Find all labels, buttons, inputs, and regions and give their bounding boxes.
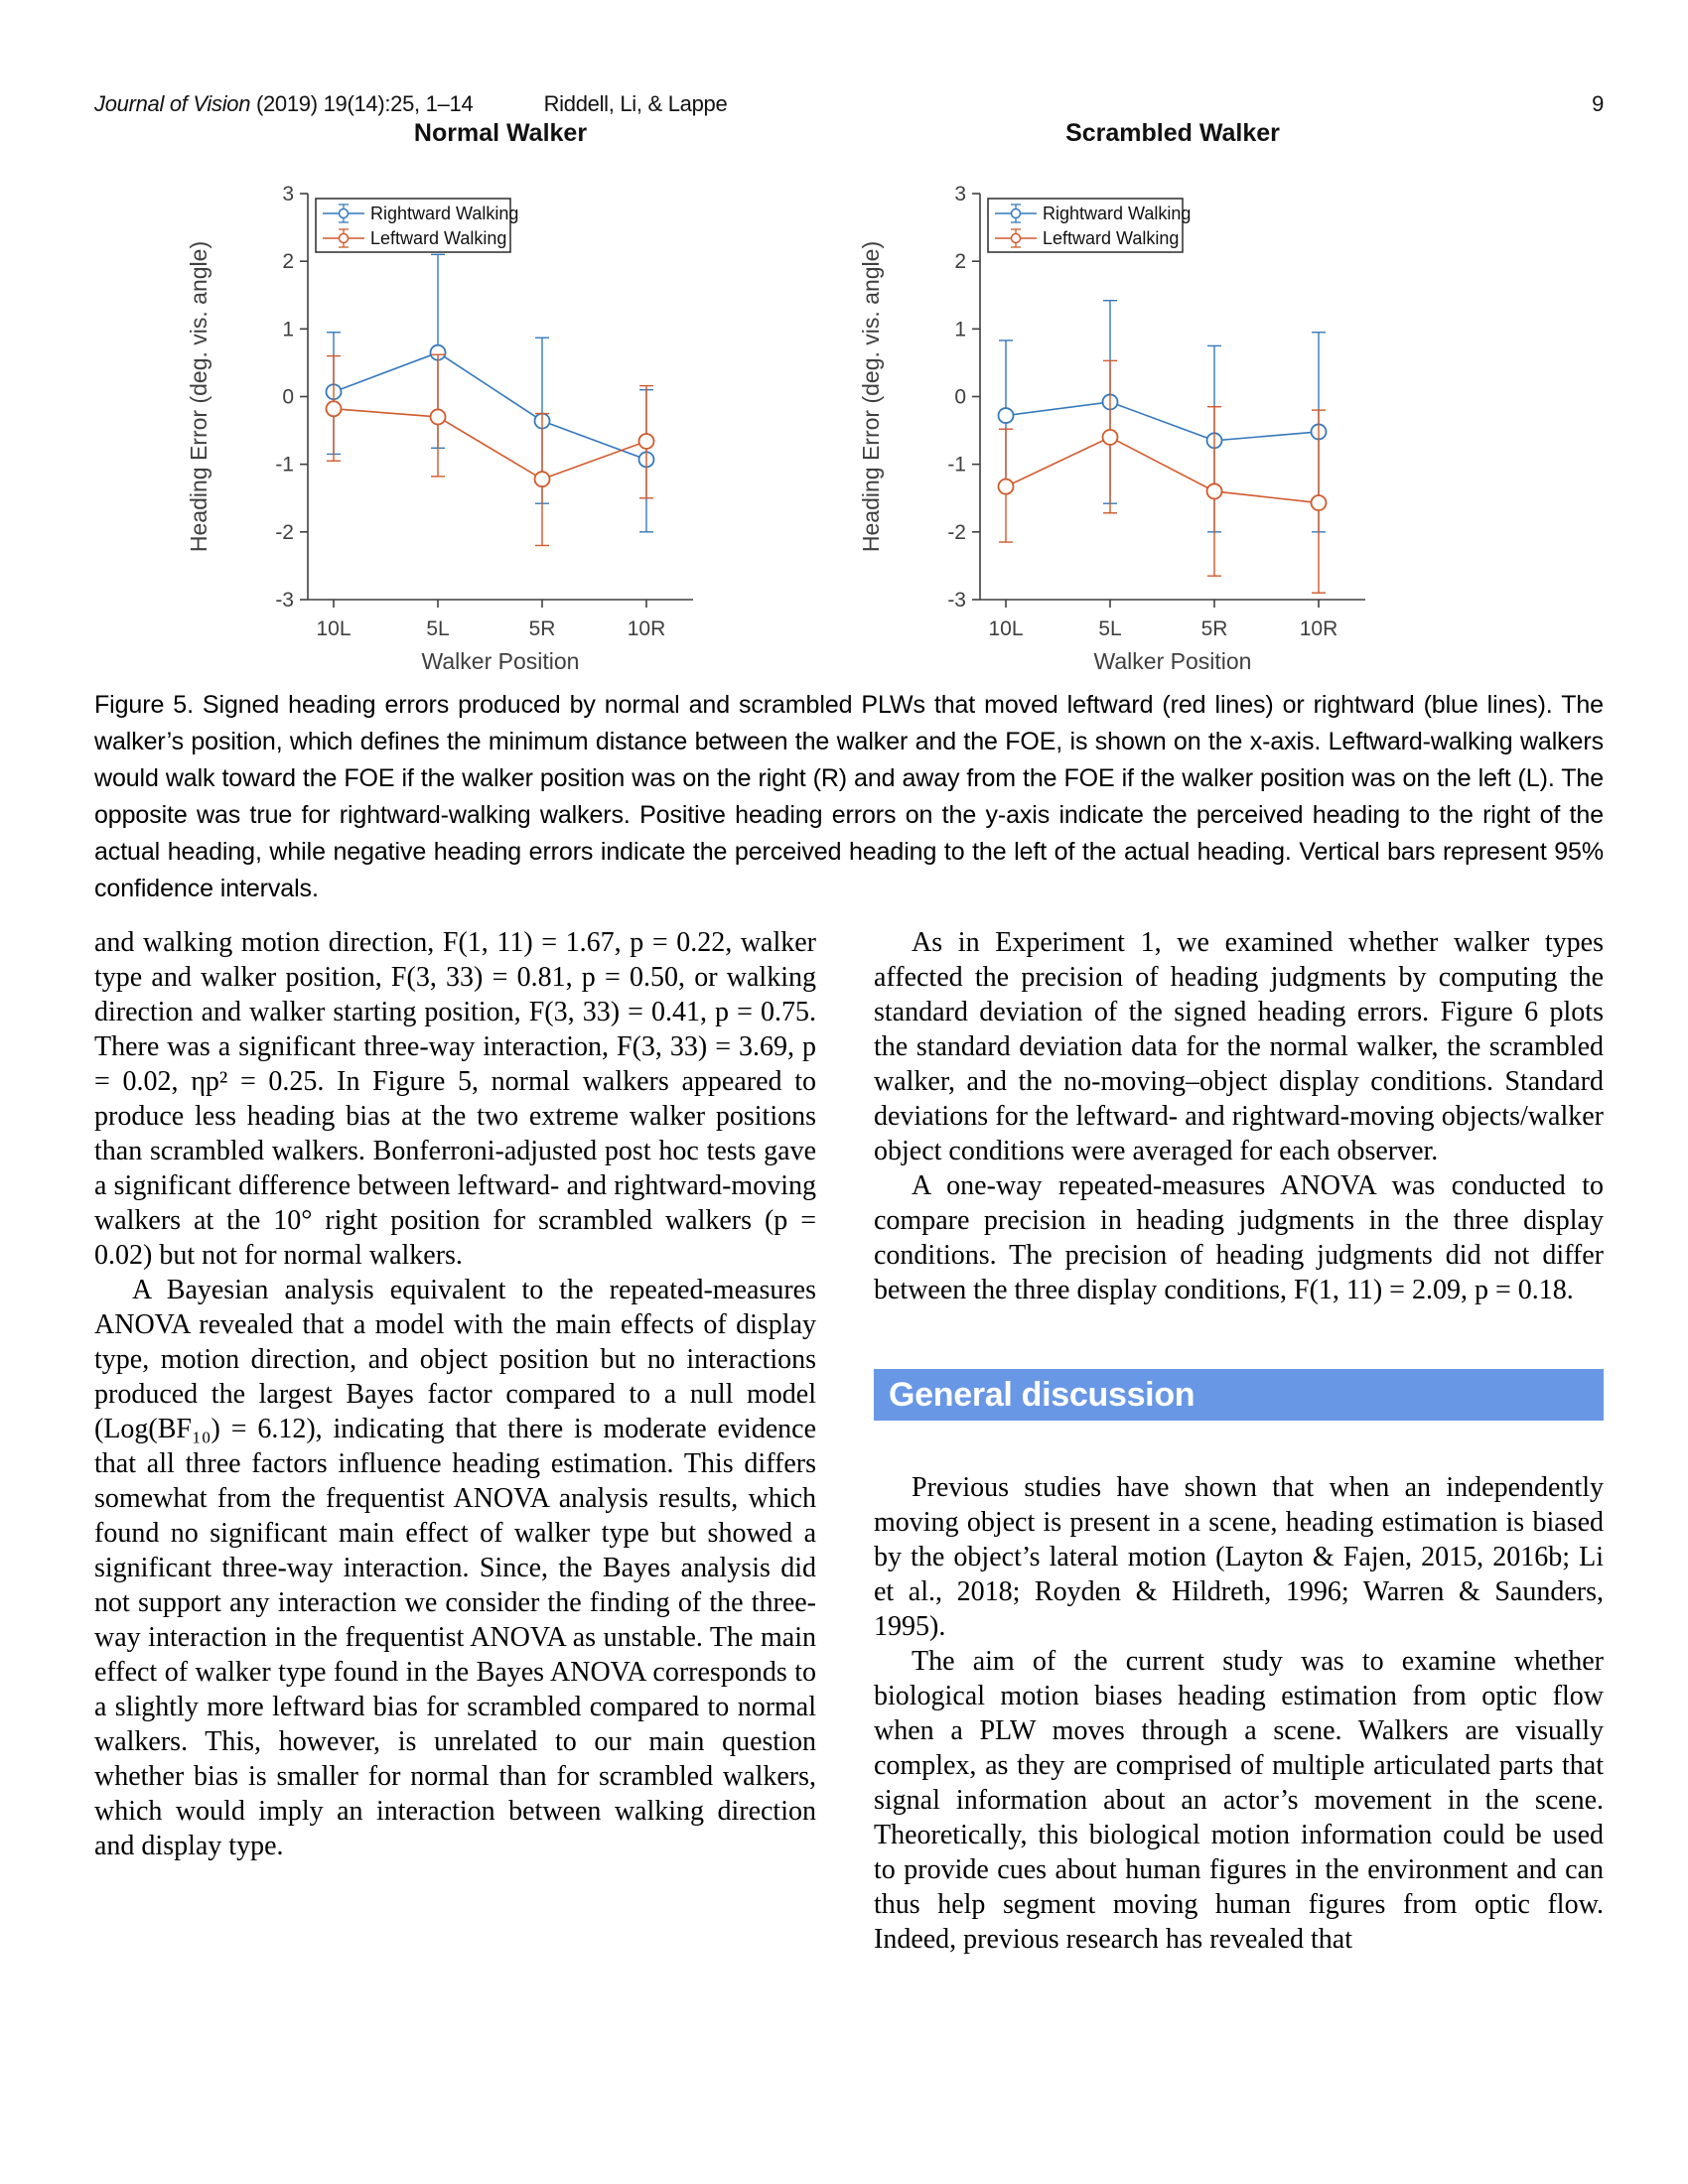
paragraph: and walking motion direction, F(1, 11) = 1.67, p = 0.22, walker type and walker position, F(3, 33) = 0.81, p = 0.50, or walking direction and walker starting position, F(3, 33) = 0.41, p = 0.75. There was a significant three-way interaction, F(3, 33) = 3.69, p = 0.02, ηp² = 0.25. In Figure 5, normal walkers appeared to produce less heading bias at the two extreme walker positions than scrambled walkers. Bonferroni-adjusted post hoc tests gave a significant difference between leftward- and rightward-moving walkers at the 10° right position for scrambled walkers (p = 0.02) but not for normal walkers. [94, 927, 816, 1271]
svg-text:5L: 5L [1098, 617, 1122, 640]
series-rightward-walking [999, 301, 1327, 532]
chart-svg [839, 111, 1475, 687]
chart-legend [988, 199, 1191, 252]
page-number: 9 [1592, 91, 1604, 116]
svg-text:1: 1 [282, 318, 294, 341]
svg-text:-1: -1 [275, 453, 294, 477]
left-column [94, 925, 816, 1957]
chart-title: Scrambled Walker [1065, 119, 1280, 147]
right-column [874, 925, 1604, 1957]
svg-text:5R: 5R [1200, 617, 1228, 640]
section-header-general-discussion: General discussion [874, 1369, 1604, 1421]
svg-text:Rightward Walking: Rightward Walking [1043, 204, 1192, 223]
paragraph: Previous studies have shown that when an independently moving object is present in a scene, heading estimation is biased by the object’s lateral motion (Layton & Fajen, 2015, 2016b; Li et al., 2018; Royden & Hildreth, 1996; Warren & Saunders, 1995). [874, 1472, 1604, 1642]
svg-text:2: 2 [954, 250, 966, 274]
chart-legend [316, 199, 518, 252]
svg-text:5R: 5R [528, 617, 556, 640]
paragraph: As in Experiment 1, we examined whether walker types affected the precision of heading judgments by computing the standard deviation of the signed heading errors. Figure 6 plots the standard deviation data for the normal walker, the scrambled walker, and the no-moving–object display conditions. Standard deviations for the leftward- and rightward-moving objects/walker object conditions were averaged for each observer. [874, 927, 1604, 1166]
svg-text:10L: 10L [988, 617, 1024, 640]
svg-text:0: 0 [282, 385, 294, 409]
svg-text:1: 1 [954, 318, 966, 341]
journal-issue-info: (2019) 19(14):25, 1–14 [250, 91, 474, 116]
paragraph: A one-way repeated-measures ANOVA was conducted to compare precision in heading judgments in the three display conditions. The precision of heading judgments did not differ between the three display conditions, F(1, 11) = 2.09, p = 0.18. [874, 1170, 1604, 1305]
chart-svg [167, 111, 802, 687]
normal-walker-chart [167, 111, 802, 687]
body-columns [94, 925, 1604, 1957]
scrambled-walker-chart [839, 111, 1475, 687]
svg-text:3: 3 [954, 183, 966, 205]
svg-text:Leftward Walking: Leftward Walking [1043, 228, 1180, 248]
svg-text:-3: -3 [947, 589, 966, 612]
svg-text:10R: 10R [1299, 617, 1338, 640]
svg-text:-2: -2 [275, 520, 294, 544]
chart-title: Normal Walker [413, 119, 588, 147]
svg-text:-1: -1 [947, 453, 966, 477]
svg-text:2: 2 [282, 250, 294, 274]
svg-text:10R: 10R [627, 617, 666, 640]
svg-text:-2: -2 [947, 520, 966, 544]
svg-text:-3: -3 [275, 589, 294, 612]
series-leftward-walking [999, 360, 1327, 593]
x-axis-label: Walker Position [1093, 648, 1252, 674]
svg-text:Leftward Walking: Leftward Walking [370, 228, 507, 248]
series-rightward-walking [327, 254, 654, 531]
x-axis-label: Walker Position [421, 648, 580, 674]
svg-text:Rightward Walking: Rightward Walking [370, 204, 519, 223]
y-axis-label: Heading Error (deg. vis. angle) [858, 240, 884, 553]
authors-running-head: Riddell, Li, & Lappe [543, 91, 728, 116]
paragraph: A Bayesian analysis equivalent to the repeated-measures ANOVA revealed that a model with the main effects of display type, motion direction, and object position but no interactions produced the largest Bayes factor compared to a null model (Log(BF₁₀) = 6.12), indicating that there is moderate evidence that all three factors influence heading estimation. This differs somewhat from the frequentist ANOVA analysis results, which found no significant main effect of walker type but showed a significant three-way interaction. Since, the Bayes analysis did not support any interaction we consider the finding of the three-way interaction in the frequentist ANOVA as unstable. The main effect of walker type found in the Bayes ANOVA corresponds to a slightly more leftward bias for scrambled compared to normal walkers. This, however, is unrelated to our main question whether bias is smaller for normal than for scrambled walkers, which would imply an interaction between walking direction and display type. [94, 1275, 816, 1861]
journal-name: Journal of Vision [94, 91, 251, 116]
figure-caption: Figure 5. Signed heading errors produced by normal and scrambled PLWs that moved leftward (red lines) or rightward (blue lines). The walker’s position, which defines the minimum distance between the walker and the FOE, is shown on the x-axis. Leftward-walking walkers would walk toward the FOE if the walker position was on the right (R) and away from the FOE if the walker position was on the left (L). The opposite was true for rightward-walking walkers. Positive heading errors on the y-axis indicate the perceived heading to the right of the actual heading, while negative heading errors indicate the perceived heading to the left of the actual heading. Vertical bars represent 95% confidence intervals. [94, 691, 1604, 902]
series-leftward-walking [327, 354, 654, 545]
svg-text:10L: 10L [316, 617, 352, 640]
svg-text:5L: 5L [426, 617, 450, 640]
y-axis-label: Heading Error (deg. vis. angle) [186, 240, 211, 553]
svg-text:3: 3 [282, 183, 294, 205]
svg-text:0: 0 [954, 385, 966, 409]
paragraph: The aim of the current study was to examine whether biological motion biases heading estimation from optic flow when a PLW moves through a scene. Walkers are visually complex, as they are comprised of multiple articulated parts that signal information about an actor’s movement in the scene. Theoretically, this biological motion information could be used to provide cues about human figures in the environment and can thus help segment moving human figures from optic flow. Indeed, previous research has revealed that [874, 1646, 1604, 1955]
